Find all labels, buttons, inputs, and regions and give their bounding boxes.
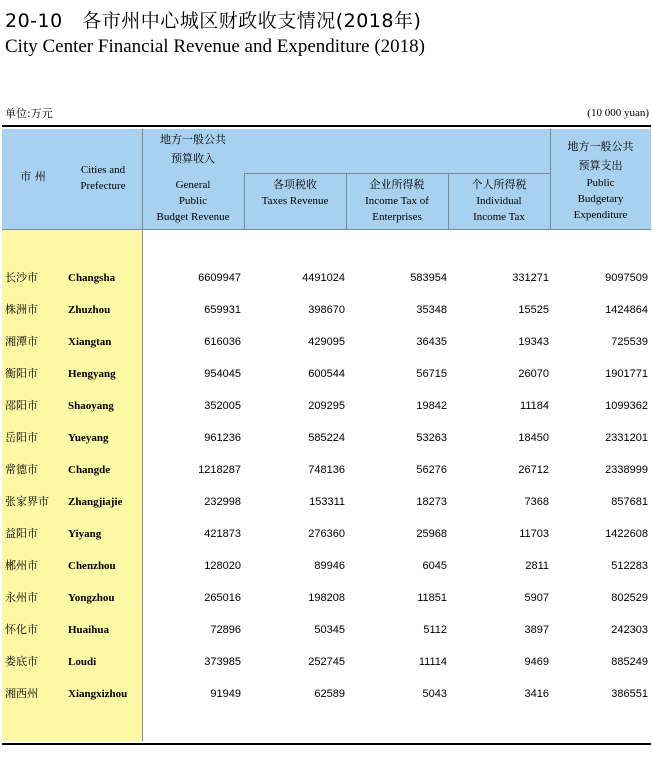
city-name-en: Xiangtan bbox=[68, 336, 112, 348]
expenditure-value: 857681 bbox=[611, 496, 648, 508]
table-row bbox=[2, 518, 651, 550]
expenditure-value: 802529 bbox=[611, 592, 648, 604]
individual-tax-value: 18450 bbox=[518, 432, 549, 444]
table-row bbox=[2, 454, 651, 486]
table-row bbox=[2, 422, 651, 454]
table-row bbox=[2, 390, 651, 422]
individual-tax-value: 26070 bbox=[518, 368, 549, 380]
expenditure-value: 1422608 bbox=[605, 528, 648, 540]
expenditure-value: 2331201 bbox=[605, 432, 648, 444]
taxes-value: 198208 bbox=[308, 592, 345, 604]
taxes-value: 600544 bbox=[308, 368, 345, 380]
taxes-value: 209295 bbox=[308, 400, 345, 412]
individual-tax-value: 5907 bbox=[524, 592, 549, 604]
city-name-cn: 益阳市 bbox=[5, 527, 38, 540]
taxes-value: 4491024 bbox=[302, 272, 345, 284]
city-name-en: Shaoyang bbox=[68, 400, 114, 412]
taxes-value: 585224 bbox=[308, 432, 345, 444]
city-name-en: Hengyang bbox=[68, 368, 116, 380]
taxes-value: 252745 bbox=[308, 656, 345, 668]
city-name-en: Yiyang bbox=[68, 528, 102, 540]
individual-tax-value: 2811 bbox=[525, 560, 549, 572]
unit-label-en: (10 000 yuan) bbox=[587, 107, 649, 119]
revenue-value: 961236 bbox=[204, 432, 241, 444]
enterprise-tax-value: 6045 bbox=[422, 560, 447, 572]
expenditure-value: 242303 bbox=[611, 624, 648, 636]
revenue-value: 265016 bbox=[204, 592, 241, 604]
city-name-cn: 岳阳市 bbox=[5, 431, 38, 444]
revenue-value: 6609947 bbox=[198, 272, 241, 284]
revenue-value: 128020 bbox=[204, 560, 241, 572]
city-name-en: Yongzhou bbox=[68, 592, 115, 604]
city-name-en: Xiangxizhou bbox=[68, 688, 128, 700]
city-name-cn: 衡阳市 bbox=[5, 367, 38, 380]
taxes-value: 89946 bbox=[314, 560, 345, 572]
taxes-value: 398670 bbox=[308, 304, 345, 316]
expenditure-value: 1901771 bbox=[605, 368, 648, 380]
individual-tax-value: 331271 bbox=[512, 272, 549, 284]
city-name-en: Changsha bbox=[68, 272, 116, 284]
revenue-value: 421873 bbox=[204, 528, 241, 540]
revenue-value: 954045 bbox=[204, 368, 241, 380]
city-name-cn: 怀化市 bbox=[5, 623, 38, 636]
city-name-en: Zhangjiajie bbox=[68, 496, 123, 508]
enterprise-tax-value: 5043 bbox=[422, 688, 447, 700]
revenue-value: 72896 bbox=[210, 624, 241, 636]
finance-table bbox=[2, 125, 651, 745]
revenue-value: 1218287 bbox=[198, 464, 241, 476]
enterprise-tax-value: 25968 bbox=[416, 528, 447, 540]
revenue-value: 91949 bbox=[210, 688, 241, 700]
expenditure-value: 725539 bbox=[611, 336, 648, 348]
individual-tax-value: 3416 bbox=[524, 688, 549, 700]
table-row bbox=[2, 550, 651, 582]
city-name-en: Yueyang bbox=[68, 432, 109, 444]
individual-tax-value: 19343 bbox=[518, 336, 549, 348]
table-row bbox=[2, 262, 651, 294]
header-revenue-en: General Public Budget Revenue bbox=[156, 179, 230, 223]
revenue-value: 659931 bbox=[204, 304, 241, 316]
expenditure-value: 1424864 bbox=[605, 304, 648, 316]
expenditure-value: 885249 bbox=[611, 656, 648, 668]
city-name-cn: 张家界市 bbox=[5, 495, 49, 508]
individual-tax-value: 7368 bbox=[524, 496, 549, 508]
enterprise-tax-value: 11114 bbox=[418, 656, 447, 668]
header-bottom-rule bbox=[2, 229, 651, 230]
enterprise-tax-value: 18273 bbox=[416, 496, 447, 508]
city-name-en: Loudi bbox=[68, 656, 97, 668]
city-name-cn: 株洲市 bbox=[5, 303, 38, 316]
taxes-value: 276360 bbox=[308, 528, 345, 540]
enterprise-tax-value: 56276 bbox=[416, 464, 447, 476]
revenue-value: 232998 bbox=[204, 496, 241, 508]
city-name-cn: 郴州市 bbox=[5, 559, 38, 572]
city-name-cn: 长沙市 bbox=[5, 271, 38, 284]
header-taxes: 各项税收 Taxes Revenue bbox=[261, 178, 329, 207]
header-individual-tax: 个人所得税 Individual Income Tax bbox=[471, 178, 527, 223]
city-name-en: Huaihua bbox=[68, 624, 109, 636]
enterprise-tax-value: 36435 bbox=[416, 336, 447, 348]
individual-tax-value: 9469 bbox=[524, 656, 549, 668]
expenditure-value: 2338999 bbox=[605, 464, 648, 476]
header-expenditure: 地方一般公共 预算支出 Public Budgetary Expenditure bbox=[567, 140, 634, 221]
revenue-value: 352005 bbox=[204, 400, 241, 412]
individual-tax-value: 11703 bbox=[519, 528, 549, 540]
expenditure-value: 1099362 bbox=[605, 400, 648, 412]
table-row bbox=[2, 326, 651, 358]
enterprise-tax-value: 53263 bbox=[416, 432, 447, 444]
unit-label-cn: 单位:万元 bbox=[5, 107, 53, 120]
table-row bbox=[2, 614, 651, 646]
header-revenue-cn: 地方一般公共 预算收入 bbox=[160, 133, 226, 165]
revenue-value: 373985 bbox=[204, 656, 241, 668]
city-name-cn: 娄底市 bbox=[5, 655, 38, 668]
city-name-en: Zhuzhou bbox=[68, 304, 111, 316]
enterprise-tax-value: 35348 bbox=[416, 304, 447, 316]
table-row bbox=[2, 582, 651, 614]
revenue-value: 616036 bbox=[204, 336, 241, 348]
individual-tax-value: 26712 bbox=[518, 464, 549, 476]
taxes-value: 153311 bbox=[309, 496, 345, 508]
table-row bbox=[2, 678, 651, 710]
city-name-cn: 邵阳市 bbox=[5, 399, 38, 412]
enterprise-tax-value: 19842 bbox=[416, 400, 447, 412]
taxes-value: 748136 bbox=[308, 464, 345, 476]
expenditure-value: 386551 bbox=[611, 688, 648, 700]
city-name-en: Chenzhou bbox=[68, 560, 116, 572]
expenditure-value: 9097509 bbox=[605, 272, 648, 284]
header-city-en: Cities and Prefecture bbox=[80, 164, 126, 192]
city-name-cn: 湘西州 bbox=[5, 687, 38, 700]
header-enterprise-tax: 企业所得税 Income Tax of Enterprises bbox=[365, 178, 429, 223]
individual-tax-value: 15525 bbox=[518, 304, 549, 316]
expenditure-value: 512283 bbox=[611, 560, 648, 572]
individual-tax-value: 11184 bbox=[520, 400, 549, 412]
enterprise-tax-value: 583954 bbox=[410, 272, 447, 284]
table-row bbox=[2, 486, 651, 518]
header-city-cn: 市 州 bbox=[20, 170, 46, 183]
table-row bbox=[2, 294, 651, 326]
taxes-value: 429095 bbox=[308, 336, 345, 348]
city-name-cn: 永州市 bbox=[5, 591, 38, 604]
page-title-cn: 20-10 各市州中心城区财政收支情况(2018年) bbox=[5, 10, 422, 32]
city-name-en: Changde bbox=[68, 464, 111, 476]
city-name-cn: 湘潭市 bbox=[5, 335, 38, 348]
city-name-cn: 常德市 bbox=[5, 463, 38, 476]
enterprise-tax-value: 11851 bbox=[417, 592, 447, 604]
enterprise-tax-value: 5112 bbox=[423, 624, 447, 636]
taxes-value: 50345 bbox=[314, 624, 345, 636]
enterprise-tax-value: 56715 bbox=[416, 368, 447, 380]
page-title-en: City Center Financial Revenue and Expenditure (2018) bbox=[5, 36, 425, 57]
table-row bbox=[2, 358, 651, 390]
table-row bbox=[2, 646, 651, 678]
individual-tax-value: 3897 bbox=[524, 624, 549, 636]
taxes-value: 62589 bbox=[314, 688, 345, 700]
